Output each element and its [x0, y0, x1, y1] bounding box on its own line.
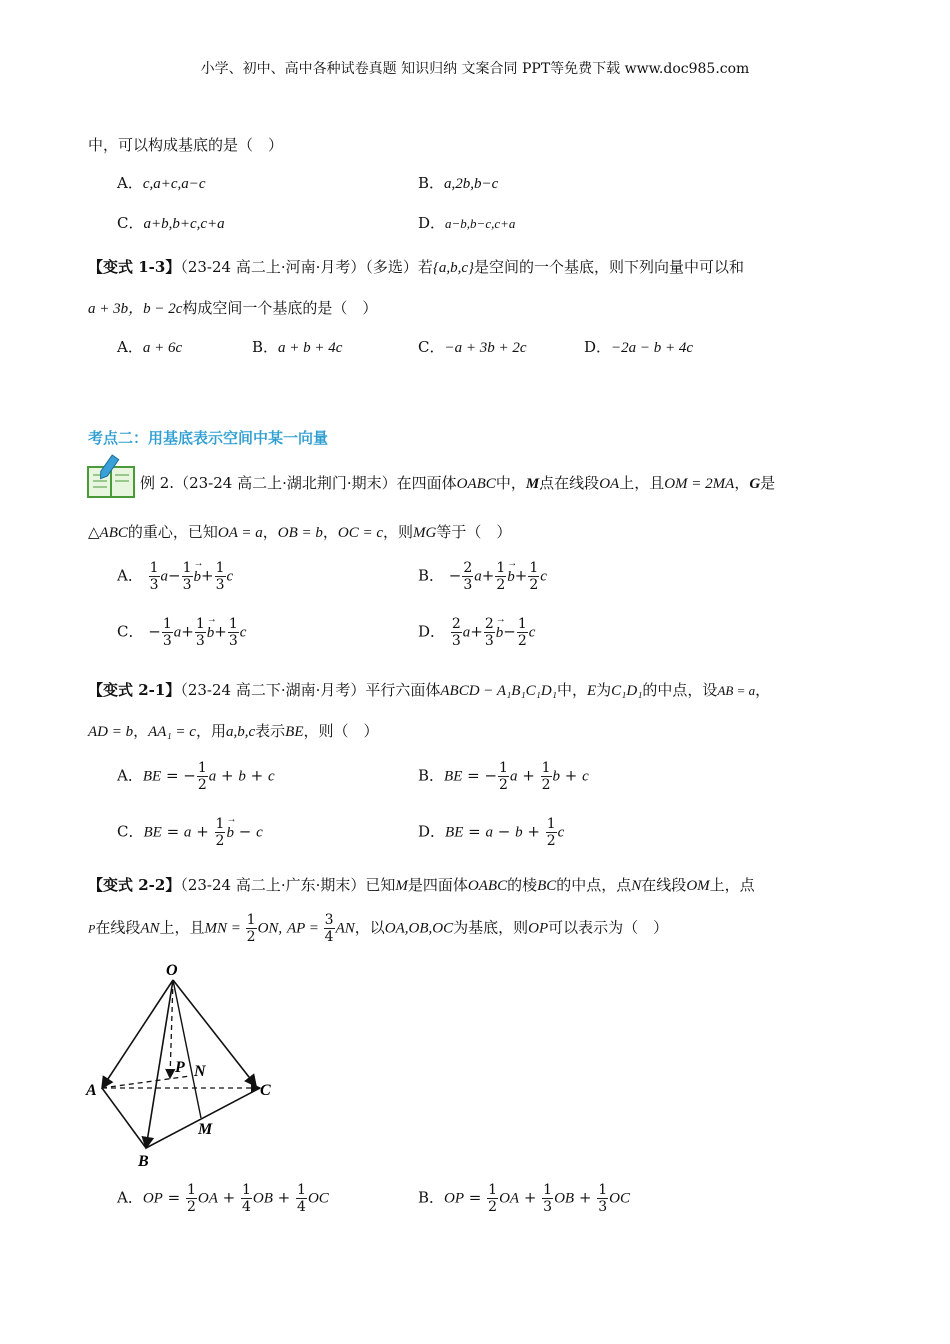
edge-bc — [146, 1088, 260, 1148]
v22-option-a: A．OP = $\frac{1}{2}$ OA + $\frac{1}{4}$ OB + $\frac{1}{4}$ OC — [117, 1182, 329, 1215]
variant-tag: 【变式 1-3】 — [88, 258, 181, 276]
v21-option-c: C．BE = a + $\frac{1}{2}$ → b − c — [117, 816, 263, 849]
edge-oa — [102, 980, 173, 1088]
section-heading: 考点二：用基底表示空间中某一向量 — [88, 429, 329, 447]
v22-option-b: B．OP = $\frac{1}{2}$ OA + $\frac{1}{3}$ OB + $\frac{1}{3}$ OC — [418, 1182, 630, 1215]
example-2-line2: △ABC的重心，已知OA = a，OB = b，OC = c，则MG等于（ ） — [88, 523, 512, 541]
v21-option-d: D．BE = a − b + $\frac{1}{2}$ c — [418, 816, 565, 849]
variant-2-1-line2: AD = b，AA₁ = c，用a,b,c表示BE，则（ ） — [88, 722, 379, 740]
ex2-option-d: D． $\frac{2}{3}$ a+ $\frac{2}{3}$ → b− $\frac{1}{2}$ c — [418, 616, 535, 649]
variant-1-3-line2: a + 3b，b − 2c构成空间一个基底的是（ ） — [88, 299, 378, 317]
v13-option-c: C．−a + 3b + 2c — [418, 338, 527, 356]
v13-option-d: D．−2a − b + 4c — [584, 338, 694, 356]
book-pencil-icon — [86, 453, 138, 499]
example-2: 例 2.（23-24 高二上·湖北荆门·期末）在四面体OABC中，M点在线段OA上，且OM = 2MA，G是 — [140, 474, 776, 492]
segment-om — [173, 980, 201, 1118]
variant-2-2: 【变式 2-2】（23-24 高二上·广东·期末）已知M是四面体OABC的棱BC的中点，点N在线段OM上，点 — [88, 876, 755, 894]
label-c: C — [260, 1082, 271, 1099]
label-o: O — [166, 962, 178, 979]
ex2-option-c: C． − $\frac{1}{3}$ a+ $\frac{1}{3}$ → b+ $\frac{1}{3}$ c — [117, 616, 246, 649]
v21-option-b: B．BE = − $\frac{1}{2}$ a + $\frac{1}{2}$ b + c — [418, 760, 589, 793]
v13-option-b: B．a + b + 4c — [252, 338, 343, 356]
edge-ob — [146, 980, 173, 1148]
v21-option-a: A．BE = − $\frac{1}{2}$ a + b + c — [117, 760, 275, 793]
option-d-label: D．a−b,b−c,c+a — [418, 214, 516, 232]
variant-1-3: 【变式 1-3】（23-24 高二上·河南·月考）（多选）若{a,b,c}是空间的一个基底，则下列向量中可以和 — [88, 258, 745, 276]
variant-2-1: 【变式 2-1】（23-24 高二下·湖南·月考）平行六面体ABCD − A₁B₁C₁D₁中，E为C₁D₁的中点，设AB = a， — [88, 681, 771, 699]
option-a-expr: c,a+c,a−c — [142, 176, 206, 192]
label-a: A — [86, 1082, 97, 1099]
question-stem: 中，可以构成基底的是（ ） — [88, 136, 284, 154]
option-c-expr: a+b,b+c,c+a — [143, 216, 225, 232]
tetrahedron-figure — [80, 958, 300, 1173]
label-b: B — [138, 1153, 149, 1170]
segment-an-dashed — [102, 1076, 190, 1088]
option-a-label: A．c,a+c,a−c — [117, 174, 206, 192]
page-header: 小学、初中、高中各种试卷真题 知识归纳 文案合同 PPT等免费下载 www.doc985.com — [200, 61, 750, 77]
label-m: M — [198, 1121, 213, 1138]
option-c-label: C．a+b,b+c,c+a — [117, 214, 225, 232]
ex2-option-b: B． − $\frac{2}{3}$ a+ $\frac{1}{2}$ → b+ $\frac{1}{2}$ c — [418, 560, 547, 593]
edge-ab — [102, 1088, 146, 1148]
option-d-expr: a−b,b−c,c+a — [445, 216, 516, 231]
variant-2-2-line2: P在线段AN上，且MN = $\frac{1}{2}$ ON, AP = $\frac{3}{4}$ AN，以OA,OB,OC为基底，则OP可以表示为（ ） — [88, 912, 669, 945]
label-n: N — [194, 1063, 206, 1080]
ex2-option-a: A． $\frac{1}{3}$ a− $\frac{1}{3}$ → b+ $\frac{1}{3}$ c — [117, 560, 233, 593]
edge-oc — [173, 980, 256, 1086]
v13-option-a: A．a + 6c — [117, 338, 183, 356]
option-b-expr: a,2b,b−c — [444, 176, 499, 192]
label-p: P — [175, 1059, 185, 1076]
option-b-label: B．a,2b,b−c — [418, 174, 499, 192]
